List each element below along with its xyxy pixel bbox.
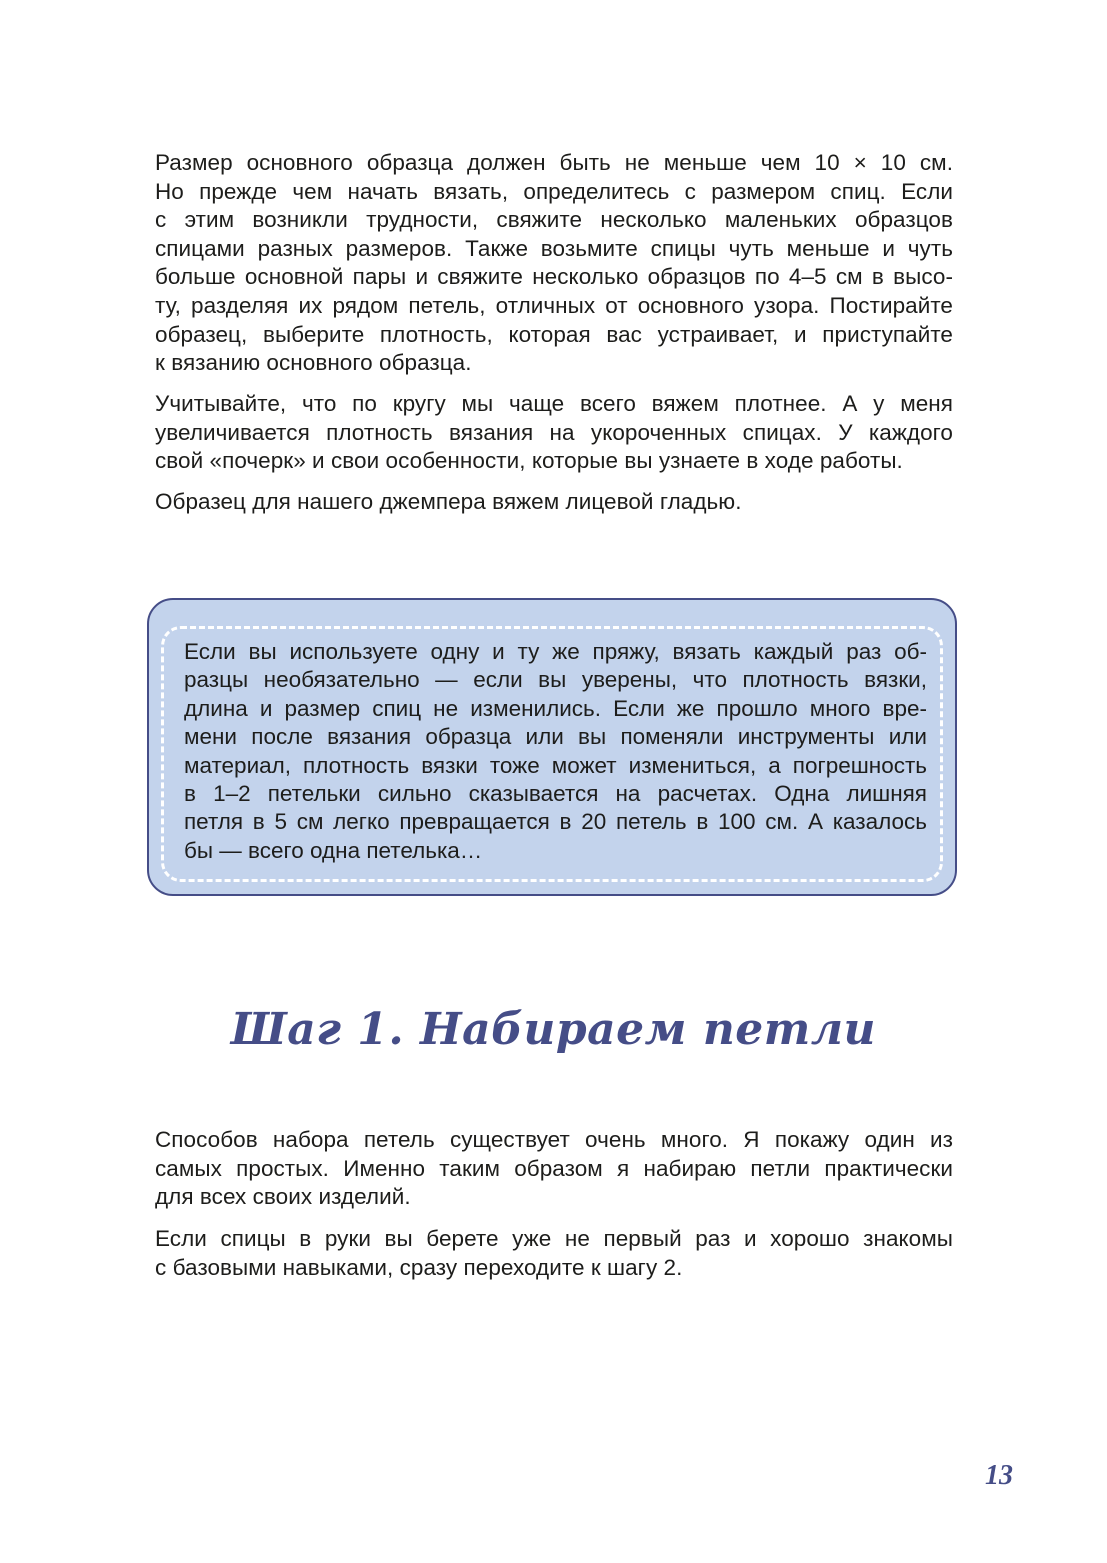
page-number: 13 xyxy=(985,1460,1013,1491)
text-line: самых простых. Именно таким образом я набираю петли практически xyxy=(155,1155,953,1181)
text-line: Способов набора петель существует очень много. Я покажу один из xyxy=(155,1127,953,1152)
text-line: Но прежде чем начать вязать, определитесь с размером спиц. Если xyxy=(155,178,953,204)
section-heading: Шаг 1. Набираем петли xyxy=(230,1004,877,1055)
paragraph-skip-to-step-2 xyxy=(155,1225,953,1282)
note-line: в 1–2 петельки сильно сказывается на расчетах. Одна лишняя xyxy=(184,781,927,807)
text-line: Если спицы в руки вы берете уже не первый раз и хорошо знакомы xyxy=(155,1226,953,1251)
text-line: образец, выберите плотность, которая вас устраивает, и приступайте xyxy=(155,321,953,347)
paragraph-knitting-density xyxy=(155,390,953,476)
text-line: спицами разных размеров. Также возьмите спицы чуть меньше и чуть xyxy=(155,235,953,261)
tip-note-box xyxy=(147,598,957,896)
note-line: Если вы используете одну и ту же пряжу, вязать каждый раз об- xyxy=(184,639,927,664)
text-line: с базовыми навыками, сразу переходите к шагу 2. xyxy=(155,1254,683,1280)
paragraph-sample-stitch xyxy=(155,488,953,517)
text-line: Размер основного образца должен быть не меньше чем 10 × 10 см. xyxy=(155,150,953,175)
text-line: Учитывайте, что по кругу мы чаще всего вяжем плотнее. А у меня xyxy=(155,391,953,416)
note-line: бы — всего одна петелька… xyxy=(184,837,483,863)
text-line: увеличивается плотность вязания на укороченных спицах. У каждого xyxy=(155,419,953,445)
note-line: мени после вязания образца или вы поменяли инструменты или xyxy=(184,724,927,750)
text-line: свой «почерк» и свои особенности, которые вы узнаете в ходе работы. xyxy=(155,448,903,474)
note-text xyxy=(184,638,927,865)
paragraph-cast-on-methods xyxy=(155,1126,953,1212)
text-line: ту, разделяя их рядом петель, отличных от основного узора. Постирайте xyxy=(155,292,953,318)
text-line: Образец для нашего джемпера вяжем лицевой гладью. xyxy=(155,489,742,514)
note-line: материал, плотность вязки тоже может измениться, а погрешность xyxy=(184,752,927,778)
text-line: больше основной пары и свяжите несколько образцов по 4–5 см в высо- xyxy=(155,264,953,290)
note-line: разцы необязательно — если вы уверены, что плотность вязки, xyxy=(184,667,927,693)
intro-paragraph-sample-size xyxy=(155,149,953,378)
text-line: для всех своих изделий. xyxy=(155,1184,411,1210)
note-line: петля в 5 см легко превращается в 20 петель в 100 см. А казалось xyxy=(184,809,927,835)
text-line: к вязанию основного образца. xyxy=(155,350,472,376)
note-line: длина и размер спиц не изменились. Если же прошло много вре- xyxy=(184,695,927,721)
text-line: с этим возникли трудности, свяжите несколько маленьких образцов xyxy=(155,207,953,233)
